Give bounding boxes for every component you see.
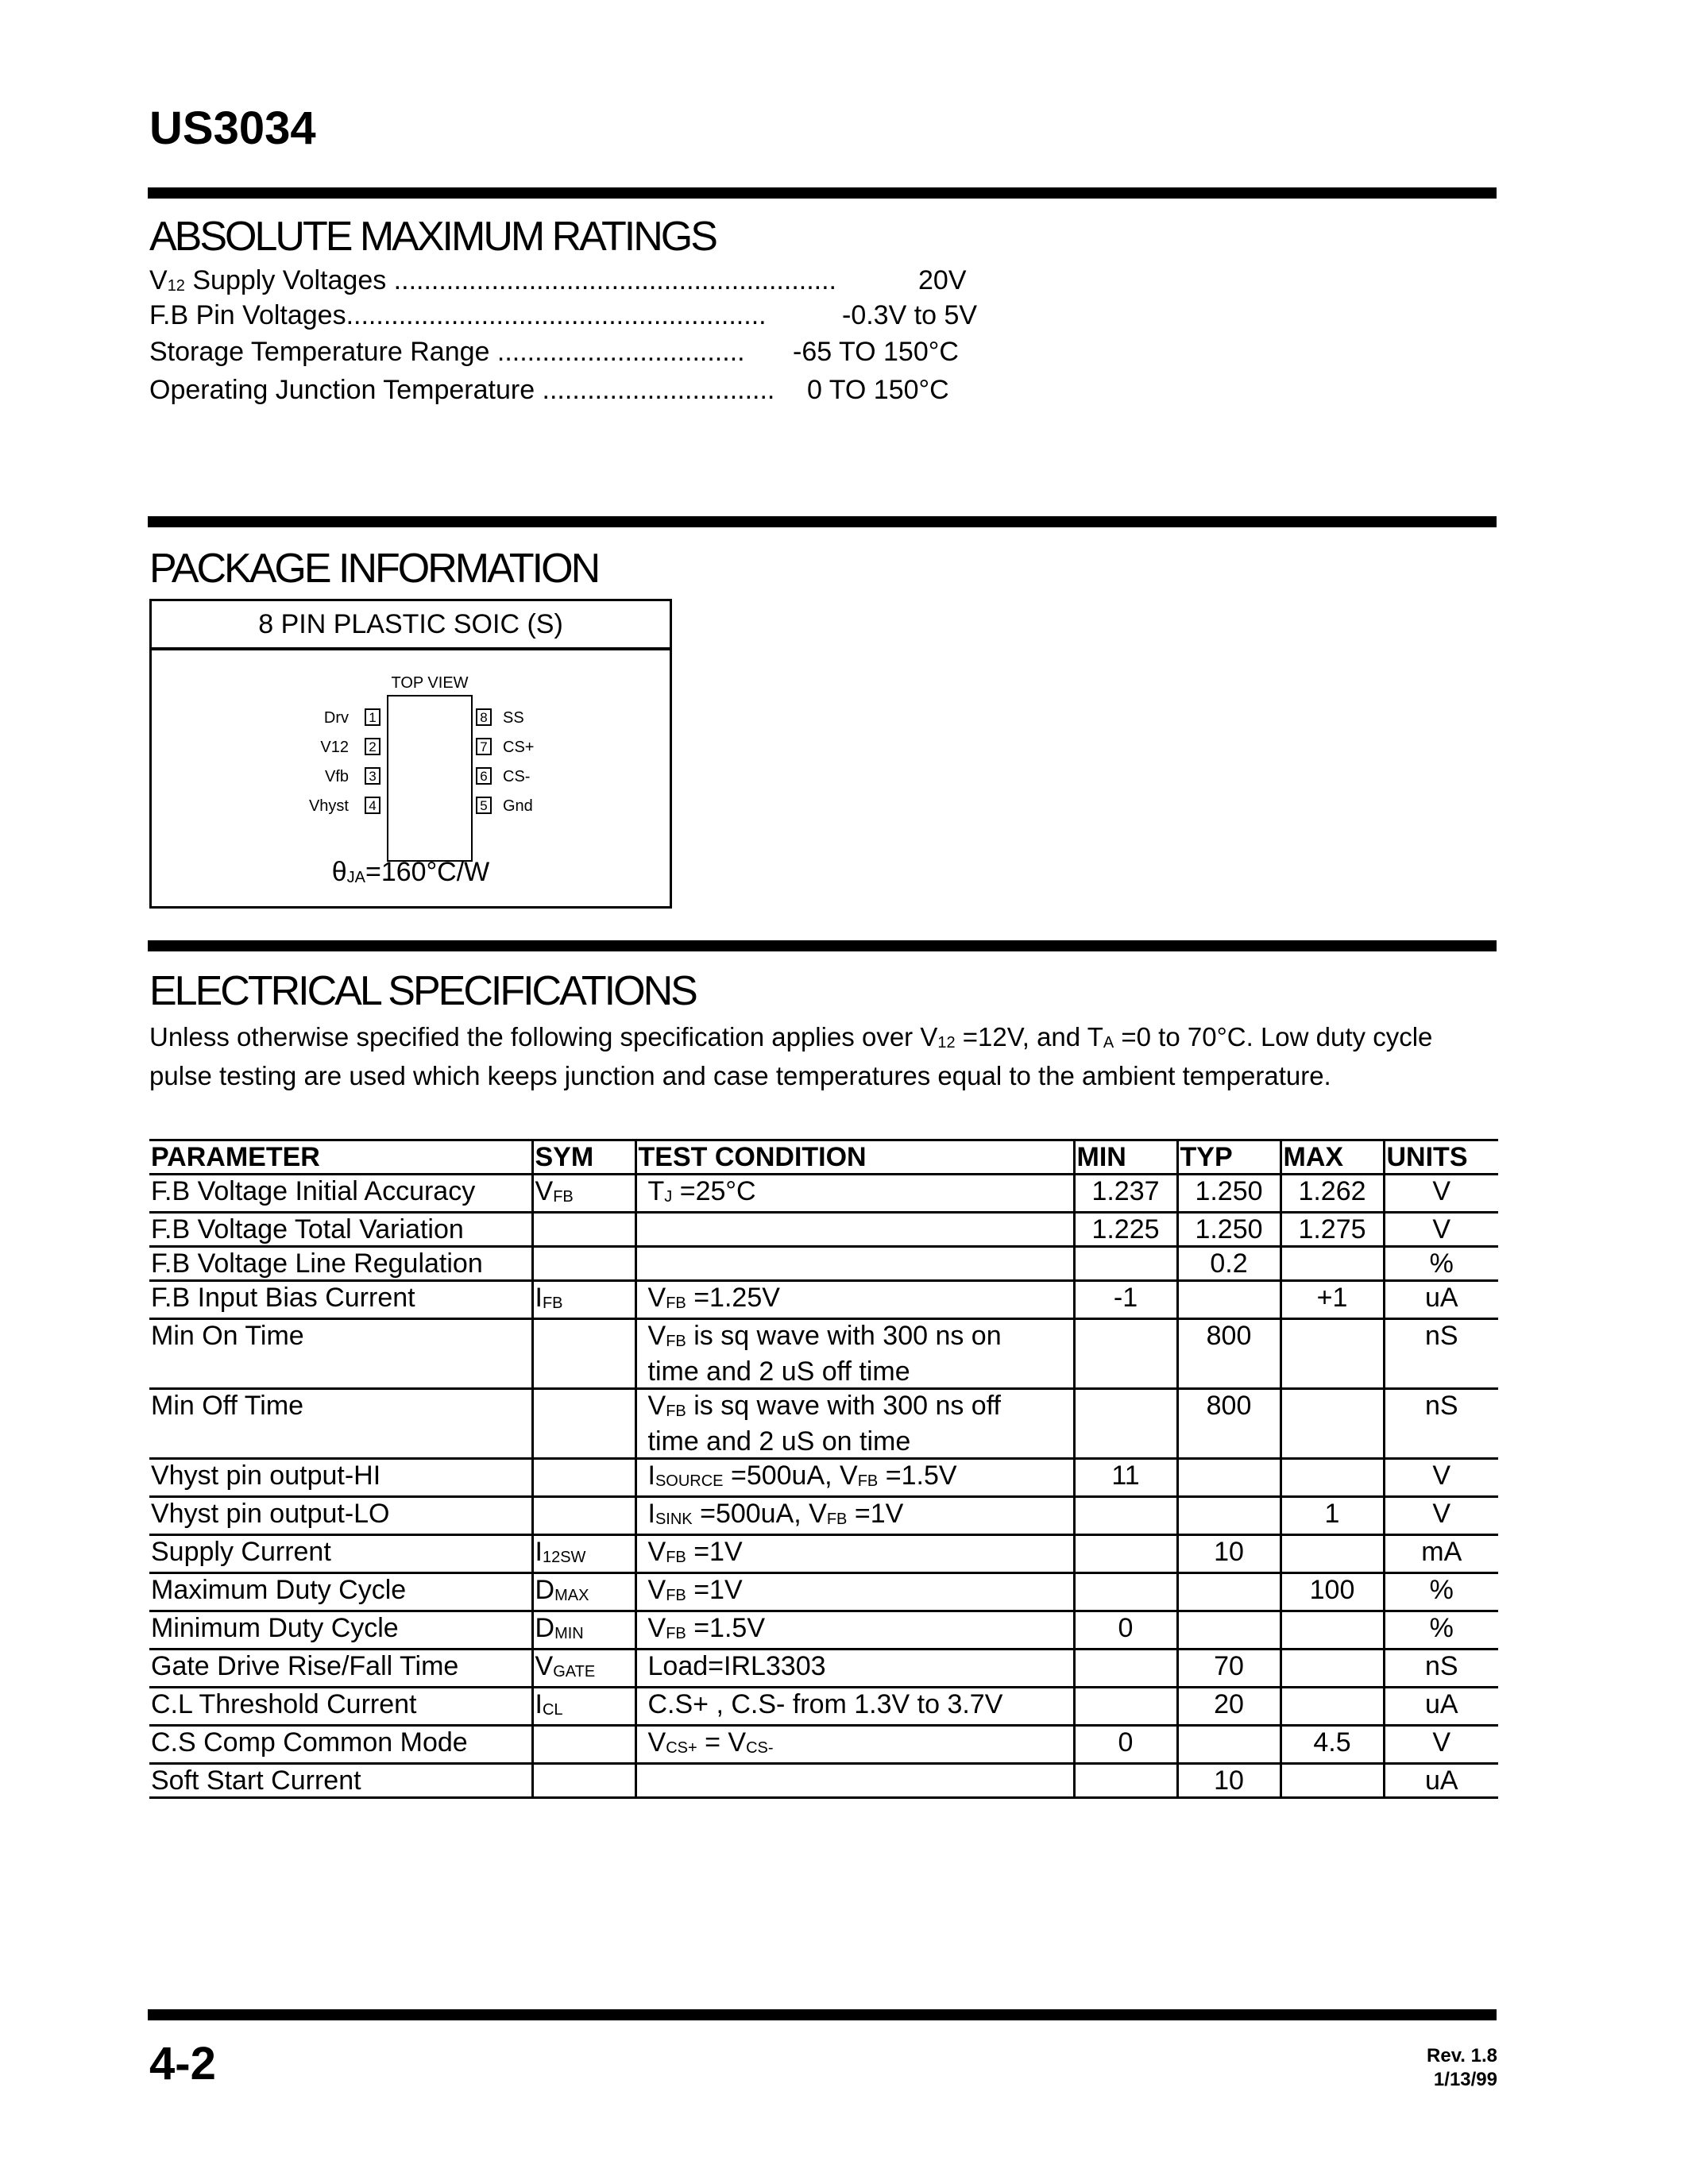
revision-info xyxy=(1427,2044,1497,2092)
typ-cell xyxy=(1177,1319,1280,1389)
table-row xyxy=(149,1247,1498,1281)
sym-cell xyxy=(532,1650,635,1688)
units-cell xyxy=(1384,1726,1498,1764)
sym-sub: FB xyxy=(542,1295,563,1312)
electrical-intro xyxy=(149,1020,1500,1094)
condition-cell xyxy=(635,1389,1074,1459)
typ-value: 800 xyxy=(1206,1391,1252,1421)
sym-cell xyxy=(532,1175,635,1213)
max-cell xyxy=(1280,1688,1384,1726)
pin-number: 6 xyxy=(476,767,492,785)
sym-sub: FB xyxy=(553,1188,574,1206)
table-row xyxy=(149,1573,1498,1611)
col-header: TEST CONDITION xyxy=(635,1140,1074,1175)
param-text: F.B Voltage Initial Accuracy xyxy=(151,1176,476,1206)
max-cell xyxy=(1280,1497,1384,1535)
thermal-resistance xyxy=(152,857,670,888)
rating-label: Supply Voltages ........................................................... xyxy=(184,265,837,295)
rating-row xyxy=(149,337,959,368)
units-value: V xyxy=(1432,1499,1451,1529)
col-header: UNITS xyxy=(1384,1140,1498,1175)
condition-cell xyxy=(635,1573,1074,1611)
cond-text: I xyxy=(647,1461,655,1491)
typ-cell xyxy=(1177,1764,1280,1798)
param-text: Min On Time xyxy=(151,1321,304,1351)
theta-symbol: θ xyxy=(331,857,347,887)
units-cell xyxy=(1384,1389,1498,1459)
rating-value: -65 TO 150°C xyxy=(793,337,959,367)
sym-cell xyxy=(532,1497,635,1535)
param-text: C.S Comp Common Mode xyxy=(151,1727,468,1758)
typ-value: 0.2 xyxy=(1210,1248,1248,1279)
min-cell xyxy=(1074,1497,1177,1535)
sym-sub: GATE xyxy=(553,1663,596,1680)
max-cell xyxy=(1280,1247,1384,1281)
param-text: F.B Voltage Total Variation xyxy=(151,1214,464,1244)
param-cell xyxy=(149,1175,532,1213)
typ-cell xyxy=(1177,1281,1280,1319)
cond-sub: FB xyxy=(666,1587,686,1604)
max-cell xyxy=(1280,1213,1384,1247)
cond-text: =1.25V xyxy=(686,1283,780,1313)
max-cell xyxy=(1280,1650,1384,1688)
min-cell xyxy=(1074,1764,1177,1798)
revision-date: 1/13/99 xyxy=(1433,2069,1497,2090)
pin-name: SS xyxy=(503,709,524,727)
condition-cell xyxy=(635,1319,1074,1389)
param-text: Minimum Duty Cycle xyxy=(151,1613,399,1643)
electrical-title: ELECTRICAL SPECIFICATIONS xyxy=(149,968,696,1014)
units-cell xyxy=(1384,1573,1498,1611)
table-row xyxy=(149,1389,1498,1459)
table-row xyxy=(149,1726,1498,1764)
pin-number: 4 xyxy=(365,797,380,814)
units-value: nS xyxy=(1424,1391,1458,1421)
intro-sub: A xyxy=(1103,1034,1114,1051)
cond-text: V xyxy=(647,1391,666,1421)
rating-value: 0 TO 150°C xyxy=(807,375,949,405)
max-cell xyxy=(1280,1281,1384,1319)
cond-text: V xyxy=(647,1321,666,1351)
min-cell xyxy=(1074,1459,1177,1497)
cond-sub: CS- xyxy=(746,1739,774,1757)
param-text: Vhyst pin output-LO xyxy=(151,1499,390,1529)
cond-sub: CS+ xyxy=(666,1739,697,1757)
sym-text: I xyxy=(535,1537,543,1567)
cond-text: =1V xyxy=(686,1537,743,1567)
pin-number: 7 xyxy=(476,738,492,755)
pin-name: Drv xyxy=(323,709,349,727)
min-cell xyxy=(1074,1611,1177,1650)
min-cell xyxy=(1074,1535,1177,1573)
section-rule xyxy=(148,516,1497,527)
min-value: 11 xyxy=(1111,1461,1140,1491)
param-cell xyxy=(149,1611,532,1650)
typ-value: 1.250 xyxy=(1195,1214,1263,1244)
param-cell xyxy=(149,1389,532,1459)
sym-cell xyxy=(532,1247,635,1281)
typ-cell xyxy=(1177,1688,1280,1726)
table-row xyxy=(149,1764,1498,1798)
cond-text: = V xyxy=(697,1727,747,1758)
condition-cell xyxy=(635,1764,1074,1798)
table-row xyxy=(149,1650,1498,1688)
param-text: F.B Voltage Line Regulation xyxy=(151,1248,483,1279)
rating-symbol: V xyxy=(149,265,168,295)
cond-text: is sq wave with 300 ns on xyxy=(686,1321,1002,1351)
table-row xyxy=(149,1688,1498,1726)
table-row xyxy=(149,1611,1498,1650)
param-cell xyxy=(149,1319,532,1389)
min-cell xyxy=(1074,1213,1177,1247)
sym-text: D xyxy=(535,1613,555,1643)
min-cell xyxy=(1074,1650,1177,1688)
typ-value: 20 xyxy=(1214,1689,1244,1719)
intro-sub: 12 xyxy=(937,1034,956,1051)
cond-text: V xyxy=(647,1613,666,1643)
units-cell xyxy=(1384,1459,1498,1497)
typ-cell xyxy=(1177,1389,1280,1459)
cond-text: is sq wave with 300 ns off xyxy=(686,1391,1001,1421)
pin-number: 8 xyxy=(476,708,492,726)
max-cell xyxy=(1280,1726,1384,1764)
param-text: Maximum Duty Cycle xyxy=(151,1575,407,1605)
sym-cell xyxy=(532,1764,635,1798)
cond-text: =1V xyxy=(847,1499,904,1529)
param-cell xyxy=(149,1247,532,1281)
sym-cell xyxy=(532,1281,635,1319)
units-value: uA xyxy=(1424,1283,1458,1313)
typ-cell xyxy=(1177,1175,1280,1213)
condition-cell xyxy=(635,1497,1074,1535)
typ-cell xyxy=(1177,1535,1280,1573)
sym-cell xyxy=(532,1688,635,1726)
package-box-title: 8 PIN PLASTIC SOIC (S) xyxy=(152,601,670,650)
typ-cell xyxy=(1177,1213,1280,1247)
sym-text: D xyxy=(535,1575,555,1605)
table-row xyxy=(149,1535,1498,1573)
param-cell xyxy=(149,1573,532,1611)
col-header: PARAMETER xyxy=(149,1140,532,1175)
units-cell xyxy=(1384,1319,1498,1389)
param-cell xyxy=(149,1726,532,1764)
pin-number: 3 xyxy=(365,767,380,785)
spec-table xyxy=(149,1139,1498,1799)
units-value: uA xyxy=(1424,1765,1458,1796)
max-value: 1.275 xyxy=(1298,1214,1366,1244)
param-cell xyxy=(149,1764,532,1798)
units-value: % xyxy=(1429,1575,1454,1605)
min-cell xyxy=(1074,1175,1177,1213)
units-cell xyxy=(1384,1611,1498,1650)
sym-cell xyxy=(532,1389,635,1459)
units-value: V xyxy=(1432,1727,1451,1758)
units-cell xyxy=(1384,1247,1498,1281)
package-title: PACKAGE INFORMATION xyxy=(149,546,599,592)
units-cell xyxy=(1384,1213,1498,1247)
table-row xyxy=(149,1459,1498,1497)
rating-value: -0.3V to 5V xyxy=(842,300,978,330)
cond-text: V xyxy=(647,1537,666,1567)
units-value: V xyxy=(1432,1176,1451,1206)
min-value: 0 xyxy=(1118,1613,1134,1643)
rating-value: 20V xyxy=(918,265,967,295)
sym-cell xyxy=(532,1213,635,1247)
max-cell xyxy=(1280,1764,1384,1798)
pin-number: 5 xyxy=(476,797,492,814)
cond-sub: FB xyxy=(666,1549,686,1566)
pin-number: 2 xyxy=(365,738,380,755)
pin-name: Vhyst xyxy=(308,797,349,815)
min-cell xyxy=(1074,1247,1177,1281)
cond-sub: SOURCE xyxy=(655,1472,724,1490)
units-value: nS xyxy=(1424,1651,1458,1681)
typ-value: 70 xyxy=(1214,1651,1244,1681)
cond-sub: SINK xyxy=(655,1511,693,1528)
abs-max-title: ABSOLUTE MAXIMUM RATINGS xyxy=(149,214,716,260)
typ-cell xyxy=(1177,1459,1280,1497)
max-cell xyxy=(1280,1389,1384,1459)
min-value: 1.237 xyxy=(1091,1176,1160,1206)
pin-name: CS+ xyxy=(503,739,535,756)
typ-cell xyxy=(1177,1726,1280,1764)
param-cell xyxy=(149,1281,532,1319)
part-number: US3034 xyxy=(149,102,316,154)
cond-sub: J xyxy=(664,1188,673,1206)
theta-value: =160°C/W xyxy=(365,857,490,887)
col-header: TYP xyxy=(1177,1140,1280,1175)
min-value: 0 xyxy=(1118,1727,1134,1758)
typ-value: 800 xyxy=(1206,1321,1252,1351)
param-cell xyxy=(149,1535,532,1573)
sym-sub: 12SW xyxy=(542,1549,586,1566)
rating-label: Storage Temperature Range ................................. xyxy=(149,337,745,367)
param-cell xyxy=(149,1459,532,1497)
max-value: 100 xyxy=(1309,1575,1355,1605)
param-cell xyxy=(149,1213,532,1247)
sym-cell xyxy=(532,1535,635,1573)
sym-text: I xyxy=(535,1689,543,1719)
min-value: -1 xyxy=(1113,1283,1138,1313)
section-rule xyxy=(148,940,1497,951)
rating-row xyxy=(149,300,978,331)
pin-name: Gnd xyxy=(503,797,533,815)
units-cell xyxy=(1384,1535,1498,1573)
sym-sub: MIN xyxy=(554,1625,584,1642)
typ-cell xyxy=(1177,1247,1280,1281)
units-value: V xyxy=(1432,1214,1451,1244)
units-value: nS xyxy=(1424,1321,1458,1351)
min-cell xyxy=(1074,1726,1177,1764)
cond-text: V xyxy=(647,1727,666,1758)
max-cell xyxy=(1280,1319,1384,1389)
sym-cell xyxy=(532,1611,635,1650)
condition-cell xyxy=(635,1213,1074,1247)
max-cell xyxy=(1280,1611,1384,1650)
min-cell xyxy=(1074,1389,1177,1459)
condition-cell xyxy=(635,1535,1074,1573)
table-row xyxy=(149,1497,1498,1535)
typ-cell xyxy=(1177,1611,1280,1650)
rating-row xyxy=(149,265,967,296)
cond-text: =500uA, V xyxy=(692,1499,827,1529)
condition-cell xyxy=(635,1281,1074,1319)
rating-label: Operating Junction Temperature ............................... xyxy=(149,375,775,405)
min-value: 1.225 xyxy=(1091,1214,1160,1244)
sym-sub: CL xyxy=(542,1701,563,1719)
theta-sub: JA xyxy=(346,869,365,886)
table-row xyxy=(149,1175,1498,1213)
typ-cell xyxy=(1177,1497,1280,1535)
cond-text: I xyxy=(647,1499,655,1529)
header-rule xyxy=(148,187,1497,199)
cond-sub: FB xyxy=(666,1403,686,1420)
intro-text: =0 to 70°C. Low duty cycle pulse testing are used which keeps junction and case temperatures equal to the ambient temperature. xyxy=(149,1022,1433,1090)
units-cell xyxy=(1384,1281,1498,1319)
pin-name: CS- xyxy=(503,768,531,785)
cond-text: Load=IRL3303 xyxy=(647,1651,826,1681)
param-cell xyxy=(149,1650,532,1688)
col-header: MIN xyxy=(1074,1140,1177,1175)
units-value: mA xyxy=(1421,1537,1462,1567)
sym-text: V xyxy=(535,1651,554,1681)
cond-text: time and 2 uS off time xyxy=(647,1356,910,1387)
cond-text: =500uA, V xyxy=(723,1461,858,1491)
min-cell xyxy=(1074,1573,1177,1611)
param-text: Soft Start Current xyxy=(151,1765,361,1796)
max-value: 1.262 xyxy=(1298,1176,1366,1206)
cond-text: T xyxy=(647,1176,665,1206)
cond-sub: FB xyxy=(666,1625,686,1642)
max-value: +1 xyxy=(1316,1283,1348,1313)
typ-value: 1.250 xyxy=(1195,1176,1263,1206)
ic-body xyxy=(387,695,473,862)
sym-text: I xyxy=(535,1283,543,1313)
rating-symbol-sub: 12 xyxy=(167,277,185,295)
cond-text: V xyxy=(647,1283,666,1313)
footer-rule xyxy=(148,2009,1497,2020)
sym-cell xyxy=(532,1319,635,1389)
units-cell xyxy=(1384,1650,1498,1688)
units-cell xyxy=(1384,1497,1498,1535)
rating-row xyxy=(149,375,949,406)
cond-sub: FB xyxy=(857,1472,879,1490)
max-value: 1 xyxy=(1324,1499,1340,1529)
cond-text: V xyxy=(647,1575,666,1605)
page-number: 4-2 xyxy=(149,2038,216,2089)
units-value: uA xyxy=(1424,1689,1458,1719)
sym-cell xyxy=(532,1726,635,1764)
min-cell xyxy=(1074,1319,1177,1389)
units-value: V xyxy=(1432,1461,1451,1491)
cond-text: C.S+ , C.S- from 1.3V to 3.7V xyxy=(647,1689,1003,1719)
cond-text: =1V xyxy=(686,1575,743,1605)
param-text: Min Off Time xyxy=(151,1391,304,1421)
top-view-label: TOP VIEW xyxy=(391,674,469,692)
param-text: Vhyst pin output-HI xyxy=(151,1461,381,1491)
sym-text: V xyxy=(535,1176,554,1206)
units-cell xyxy=(1384,1688,1498,1726)
param-cell xyxy=(149,1497,532,1535)
condition-cell xyxy=(635,1175,1074,1213)
max-cell xyxy=(1280,1573,1384,1611)
package-box xyxy=(149,599,672,909)
sym-sub: MAX xyxy=(554,1587,589,1604)
spec-table-body xyxy=(149,1175,1498,1798)
units-value: % xyxy=(1429,1613,1454,1643)
condition-cell xyxy=(635,1688,1074,1726)
sym-cell xyxy=(532,1459,635,1497)
param-text: F.B Input Bias Current xyxy=(151,1283,415,1313)
revision: Rev. 1.8 xyxy=(1427,2045,1497,2066)
cond-text: time and 2 uS on time xyxy=(647,1426,911,1457)
cond-text: =1.5V xyxy=(878,1461,957,1491)
min-cell xyxy=(1074,1688,1177,1726)
units-cell xyxy=(1384,1175,1498,1213)
rating-label: F.B Pin Voltages........................................................ xyxy=(149,300,767,330)
intro-text: Unless otherwise specified the following specification applies over V xyxy=(149,1022,938,1051)
units-cell xyxy=(1384,1764,1498,1798)
table-row xyxy=(149,1319,1498,1389)
max-cell xyxy=(1280,1535,1384,1573)
typ-cell xyxy=(1177,1573,1280,1611)
cond-sub: FB xyxy=(826,1511,848,1528)
cond-sub: FB xyxy=(666,1333,686,1350)
pin-name: V12 xyxy=(320,739,349,756)
table-row xyxy=(149,1213,1498,1247)
param-text: Gate Drive Rise/Fall Time xyxy=(151,1651,459,1681)
table-header-row xyxy=(149,1140,1498,1175)
cond-text: =1.5V xyxy=(686,1613,765,1643)
min-cell xyxy=(1074,1281,1177,1319)
cond-text: =25°C xyxy=(672,1176,756,1206)
units-value: % xyxy=(1429,1248,1454,1279)
param-text: C.L Threshold Current xyxy=(151,1689,417,1719)
pin-name: Vfb xyxy=(324,768,349,785)
typ-value: 10 xyxy=(1214,1765,1244,1796)
max-cell xyxy=(1280,1459,1384,1497)
intro-text: =12V, and T xyxy=(955,1022,1103,1051)
cond-sub: FB xyxy=(666,1295,686,1312)
col-header: SYM xyxy=(532,1140,635,1175)
condition-cell xyxy=(635,1726,1074,1764)
condition-cell xyxy=(635,1650,1074,1688)
table-row xyxy=(149,1281,1498,1319)
condition-cell xyxy=(635,1459,1074,1497)
param-text: Supply Current xyxy=(151,1537,331,1567)
param-cell xyxy=(149,1688,532,1726)
max-cell xyxy=(1280,1175,1384,1213)
pin-number: 1 xyxy=(365,708,380,726)
typ-value: 10 xyxy=(1214,1537,1244,1567)
typ-cell xyxy=(1177,1650,1280,1688)
condition-cell xyxy=(635,1611,1074,1650)
sym-cell xyxy=(532,1573,635,1611)
condition-cell xyxy=(635,1247,1074,1281)
col-header: MAX xyxy=(1280,1140,1384,1175)
max-value: 4.5 xyxy=(1313,1727,1351,1758)
